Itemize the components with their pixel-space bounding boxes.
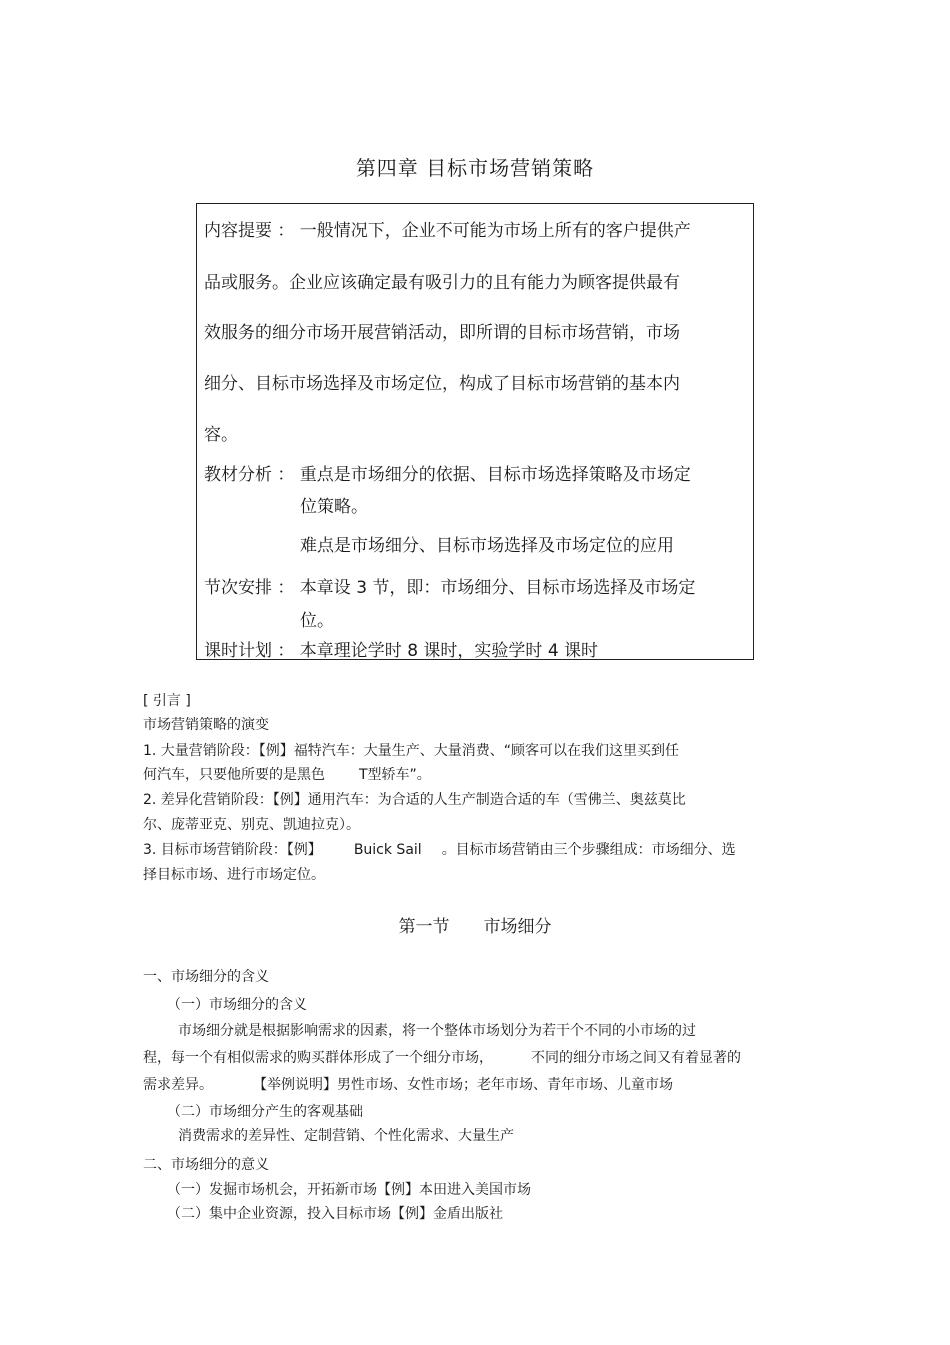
intro-heading: 市场营销策略的演变 xyxy=(143,717,269,733)
heading-level-2: （二）集中企业资源，投入目标市场【例】金盾出版社 xyxy=(167,1206,503,1222)
hours-line: 课时计划 ： 本章理论学时 8 课时，实验学时 4 课时 xyxy=(204,641,599,661)
section-number: 第一节 xyxy=(398,917,450,937)
intro-item-3 xyxy=(143,839,736,859)
brand-name: Buick Sail xyxy=(353,842,422,858)
summary-line: 细分、目标市场选择及市场定位，构成了目标市场营销的基本内 xyxy=(204,374,680,394)
paragraph-text: 不同的细分市场之间又有着显著的 xyxy=(531,1050,741,1066)
heading-level-1: 一、市场细分的含义 xyxy=(143,969,269,985)
paragraph-text: 程，每一个有相似需求的购买群体形成了一个细分市场， xyxy=(143,1050,493,1066)
paragraph-text: 【举例说明】男性市场、女性市场；老年市场、青年市场、儿童市场 xyxy=(253,1077,673,1093)
analysis-line: 难点是市场细分、目标市场选择及市场定位的应用 xyxy=(300,536,674,556)
paragraph-line xyxy=(143,1047,741,1067)
intro-item-1: 1. 大量营销阶段：【例】福特汽车：大量生产、大量消费、“顾客可以在我们这里买到任 xyxy=(143,743,680,759)
intro-text: T型轿车”。 xyxy=(359,767,431,783)
intro-label: [ 引言 ] xyxy=(143,693,191,709)
heading-level-1: 二、市场细分的意义 xyxy=(143,1157,269,1173)
heading-level-2: （一）市场细分的含义 xyxy=(167,997,307,1013)
chapter-title: 第四章 目标市场营销策略 xyxy=(355,156,595,180)
intro-item-1-cont xyxy=(143,764,431,784)
paragraph-line xyxy=(143,1074,673,1094)
schedule-line: 位。 xyxy=(300,611,334,631)
analysis-line: 位策略。 xyxy=(300,497,368,517)
summary-line: 效服务的细分市场开展营销活动，即所谓的目标市场营销，市场 xyxy=(204,323,680,343)
summary-line: 容。 xyxy=(204,425,238,445)
section-title xyxy=(0,912,950,937)
intro-text: 何汽车，只要他所要的是黑色 xyxy=(143,767,325,783)
intro-text: 。目标市场营销由三个步骤组成：市场细分、选 xyxy=(441,842,736,858)
intro-item-3-cont: 择目标市场、进行市场定位。 xyxy=(143,867,325,883)
summary-line: 品或服务。企业应该确定最有吸引力的且有能力为顾客提供最有 xyxy=(204,273,680,293)
summary-line: 内容提要 ： 一般情况下，企业不可能为市场上所有的客户提供产 xyxy=(204,221,691,241)
intro-text: 3. 目标市场营销阶段：【例】 xyxy=(143,842,322,858)
heading-level-2: （二）市场细分产生的客观基础 xyxy=(167,1104,363,1120)
schedule-line: 节次安排 ： 本章设 3 节，即：市场细分、目标市场选择及市场定 xyxy=(204,578,696,598)
intro-item-2: 2. 差异化营销阶段：【例】通用汽车：为合适的人生产制造合适的车（雪佛兰、奥兹莫比 xyxy=(143,792,686,808)
paragraph-line: 消费需求的差异性、定制营销、个性化需求、大量生产 xyxy=(178,1128,514,1144)
paragraph-text: 需求差异。 xyxy=(143,1077,213,1093)
paragraph-line: 市场细分就是根据影响需求的因素，将一个整体市场划分为若干个不同的小市场的过 xyxy=(178,1023,696,1039)
section-name: 市场细分 xyxy=(483,917,552,937)
intro-item-2-cont: 尔、庞蒂亚克、别克、凯迪拉克）。 xyxy=(143,817,360,833)
analysis-line: 教材分析 ： 重点是市场细分的依据、目标市场选择策略及市场定 xyxy=(204,465,691,485)
heading-level-2: （一）发掘市场机会，开拓新市场【例】本田进入美国市场 xyxy=(167,1182,531,1198)
